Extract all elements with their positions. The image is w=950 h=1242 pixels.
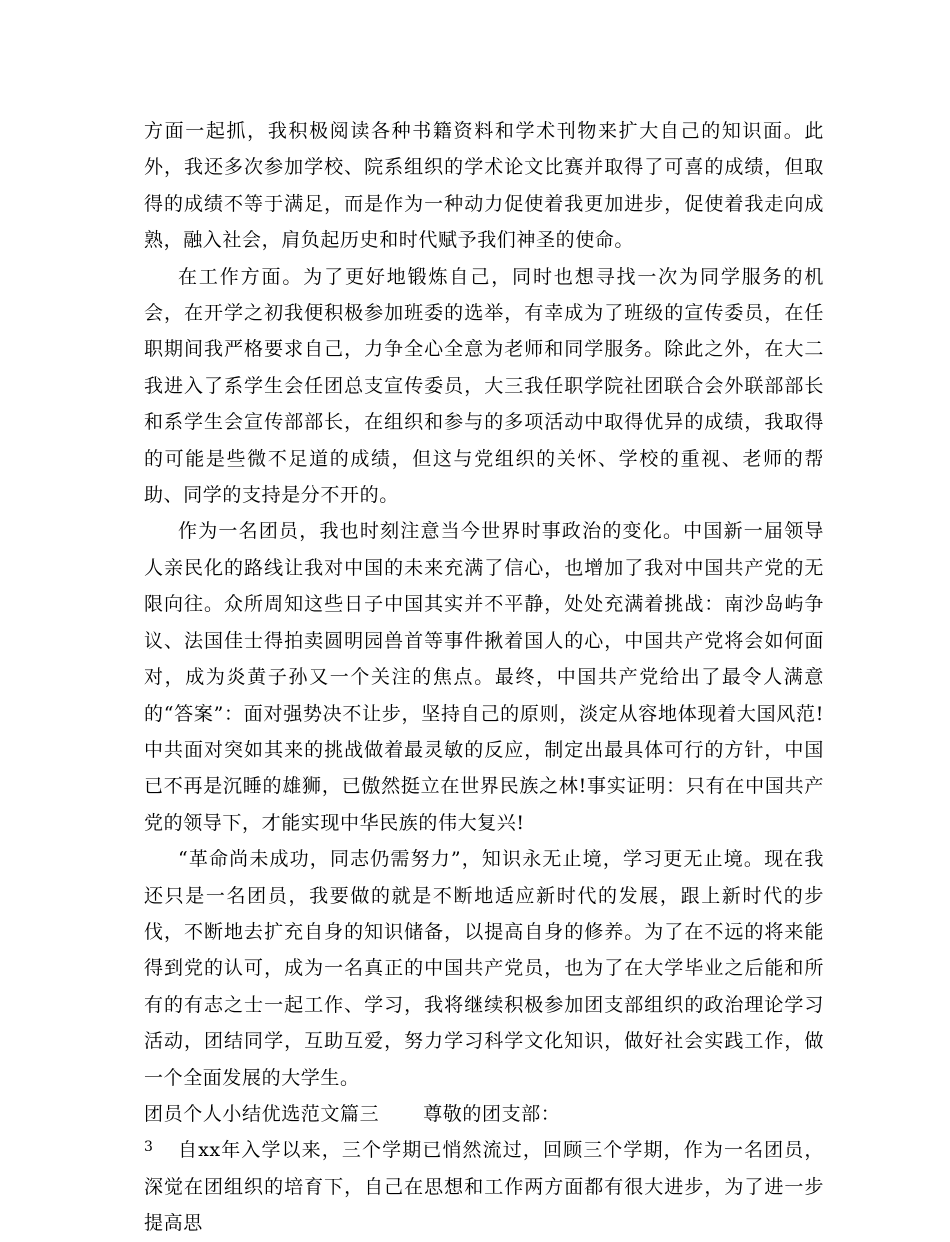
page-number: 3: [144, 1139, 153, 1155]
paragraph-work: 在工作方面。为了更好地锻炼自己，同时也想寻找一次为同学服务的机会，在开学之初我便积极参加班委的选举，有幸成为了班级的宣传委员，在任职期间我严格要求自己，力争全心全意为老师和同学服务。除此之外，在大二我进入了系学生会任团总支宣传委员，大三我任职学院社团联合会外联部部长和系学生会宣传部部长，在组织和参与的多项活动中取得优异的成绩，我取得的可能是些微不足道的成绩，但这与党组织的关怀、学校的重视、老师的帮助、同学的支持是分不开的。: [144, 265, 824, 507]
section-heading: [144, 1096, 824, 1132]
paragraph-closing: 自xx年入学以来，三个学期已悄然流过，回顾三个学期，作为一名团员，深觉在团组织的培育下，自己在思想和工作两方面都有很大进步，为了进一步提高思: [144, 1139, 824, 1235]
paragraph-future-plans: “革命尚未成功，同志仍需努力”，知识永无止境，学习更无止境。现在我还只是一名团员，我要做的就是不断地适应新时代的发展，跟上新时代的步伐，不断地去扩充自身的知识储备，以提高自身的修养。为了在不远的将来能得到党的认可，成为一名真正的中国共产党员，也为了在大学毕业之后能和所有的有志之士一起工作、学习，我将继续积极参加团支部组织的政治理论学习活动，团结同学，互助互爱，努力学习科学文化知识，做好社会实践工作，做一个全面发展的大学生。: [144, 848, 824, 1089]
section-title: 团员个人小结优选范文篇三: [144, 1102, 380, 1125]
section-salutation: 尊敬的团支部：: [423, 1102, 561, 1125]
paragraph-current-affairs: 作为一名团员，我也时刻注意当今世界时事政治的变化。中国新一届领导人亲民化的路线让我对中国的未来充满了信心，也增加了我对中国共产党的无限向往。众所周知这些日子中国其实并不平静，处处充满着挑战：南沙岛屿争议、法国佳士得拍卖圆明园兽首等事件揪着国人的心，中国共产党将会如何面对，成为炎黄子孙又一个关注的焦点。最终，中国共产党给出了最令人满意的“答案”：面对强势决不让步，坚持自己的原则，淡定从容地体现着大国风范!中共面对突如其来的挑战做着最灵敏的反应，制定出最具体可行的方针，中国已不再是沉睡的雄狮，已傲然挺立在世界民族之林!事实证明：只有在中国共产党的领导下，才能实现中华民族的伟大复兴!: [144, 520, 824, 834]
paragraph-study-continued: 方面一起抓，我积极阅读各种书籍资料和学术刊物来扩大自己的知识面。此外，我还多次参加学校、院系组织的学术论文比赛并取得了可喜的成绩，但取得的成绩不等于满足，而是作为一种动力促使着我更加进步，促使着我走向成熟，融入社会，肩负起历史和时代赋予我们神圣的使命。: [144, 120, 824, 252]
document-body: [144, 113, 824, 1242]
